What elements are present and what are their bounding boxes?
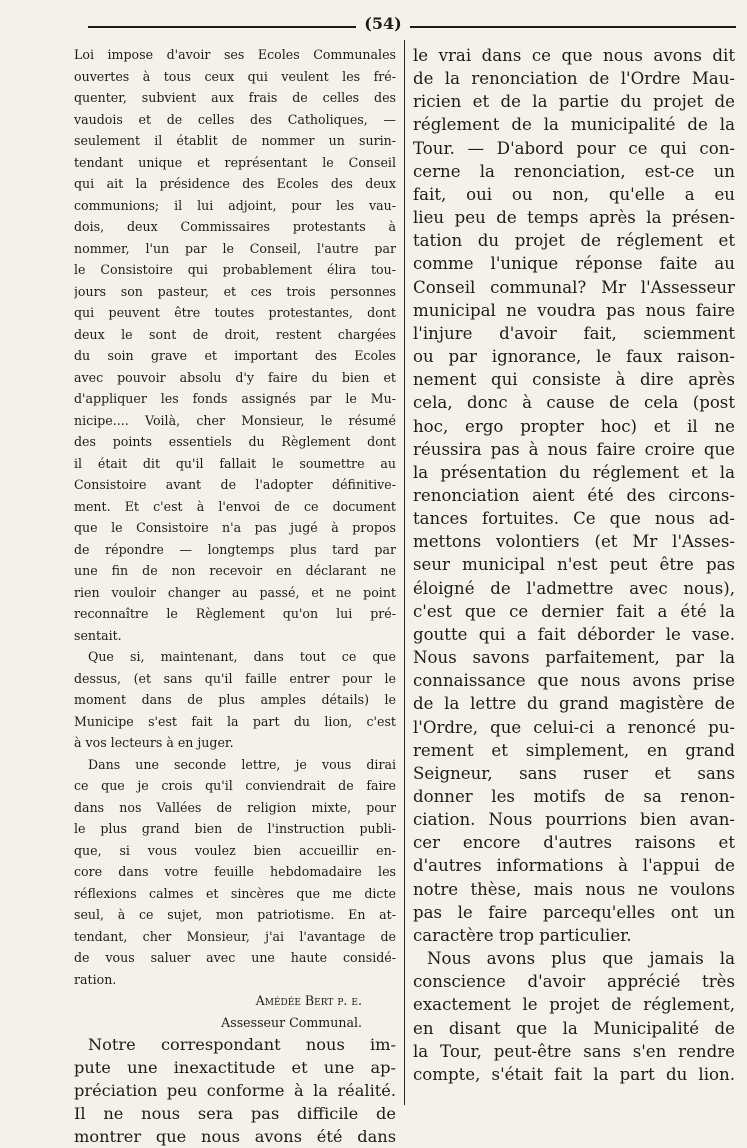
text-line: ou par ignorance, le faux raison- [413, 347, 735, 367]
text-line: notre thèse, mais nous ne voulons [413, 879, 735, 899]
text-line: des points essentiels du Règlement dont [74, 434, 396, 449]
text-line: jours son pasteur, et ces trois personnes [74, 283, 396, 299]
text-line: ciation. Nous pourrions bien avan- [413, 810, 735, 830]
text-line: de répondre — longtemps plus tard par [74, 541, 396, 557]
text-line: fait, oui ou non, qu'elle a eu [413, 184, 735, 204]
text-line: mettons volontiers (et Mr l'Asses- [413, 532, 735, 552]
text-line: de la renonciation de l'Ordre Mau- [413, 69, 735, 89]
header-rule-right [410, 26, 736, 28]
text-line: nommer, l'un par le Conseil, l'autre par [74, 240, 396, 256]
text-line: moment dans de plus amples détails) le [74, 692, 396, 707]
editor-note-line: Il ne nous sera pas difficile de [74, 1104, 396, 1123]
text-line: ration. [74, 971, 117, 987]
text-line: pas le faire parcequ'elles ont un [413, 902, 735, 922]
text-line: sentait. [74, 627, 122, 643]
text-line: Nous avons plus que jamais la [427, 949, 735, 969]
text-line: vaudois et de celles des Catholiques, — [74, 111, 396, 127]
editor-note-line: préciation peu conforme à la réalité. [74, 1081, 396, 1100]
text-line: ouvertes à tous ceux qui veulent les fré- [74, 68, 396, 84]
text-line: cerne la renonciation, est-ce un [413, 161, 735, 181]
text-line: d'appliquer les fonds assignés par le Mu- [74, 391, 396, 406]
header-rule-left [88, 26, 356, 28]
text-line: seur municipal n'est peut être pas [413, 555, 735, 575]
text-line: d'autres informations à l'appui de [413, 856, 735, 876]
text-line: l'injure d'avoir fait, sciemment [413, 323, 735, 343]
text-line: seul, à ce sujet, mon patriotisme. En at- [74, 907, 396, 922]
text-line: caractère trop particulier. [413, 925, 632, 945]
column-divider [404, 40, 405, 1105]
text-line: du soin grave et important des Ecoles [74, 348, 396, 363]
text-line: donner les motifs de sa renon- [413, 787, 735, 806]
text-line: réflexions calmes et sincères que me dicte [74, 885, 396, 901]
text-line: réussira pas à nous faire croire que [413, 439, 735, 459]
text-line: quenter, subvient aux frais de celles des [74, 90, 396, 105]
signature-title: Assesseur Communal. [221, 1014, 362, 1030]
text-line: ricien et de la partie du projet de [413, 92, 735, 112]
editor-note-line: montrer que nous avons été dans [74, 1127, 396, 1146]
text-line: l'Ordre, que celui-ci a renoncé pu- [413, 717, 735, 737]
text-line: c'est que ce dernier fait a été la [413, 601, 735, 621]
text-line: de vous saluer avec une haute considé- [74, 950, 396, 965]
text-line: Seigneur, sans ruser et sans [413, 763, 735, 783]
text-line: la Tour, peut-être sans s'en rendre [413, 1041, 735, 1061]
text-line: nement qui consiste à dire après [413, 370, 735, 390]
text-line: Nous savons parfaitement, par la [413, 648, 735, 668]
text-line: deux le sont de droit, restent chargées [74, 326, 396, 342]
text-line: à vos lecteurs à en juger. [74, 735, 234, 750]
text-line: lieu peu de temps après la présen- [413, 208, 735, 228]
text-line: tances fortuites. Ce que nous ad- [413, 509, 735, 529]
text-line: éloigné de l'admettre avec nous), [413, 578, 735, 598]
text-line: dessus, (et sans qu'il faille entrer pour le [74, 670, 396, 686]
text-line: seulement il établit de nommer un surin- [74, 133, 396, 148]
text-line: exactement le projet de réglement, [413, 995, 735, 1015]
text-line: la présentation du réglement et la [413, 462, 735, 482]
text-line: tendant unique et représentant le Conseil [74, 154, 396, 170]
text-line: cer encore d'autres raisons et [413, 833, 735, 853]
page-number: (54) [364, 14, 402, 33]
text-line: que le Consistoire n'a pas jugé à propos [74, 520, 396, 535]
text-line: il était dit qu'il fallait le soumettre au [74, 455, 396, 471]
text-line: renonciation aient été des circons- [413, 485, 735, 505]
text-line: tendant, cher Monsieur, j'ai l'avantage de [74, 928, 396, 944]
text-line: avec pouvoir absolu d'y faire du bien et [74, 369, 396, 385]
page-header [0, 8, 747, 38]
text-line: dois, deux Commissaires protestants à [74, 219, 396, 234]
signature-name: Amédée Bert p. e. [255, 993, 362, 1008]
text-line: comme l'unique réponse faite au [413, 254, 735, 274]
text-line: qui ait la présidence des Ecoles des deux [74, 176, 396, 191]
text-line: une fin de non recevoir en déclarant ne [74, 563, 396, 578]
text-line: qui peuvent être toutes protestantes, dont [74, 305, 396, 320]
text-line: conscience d'avoir apprécié très [413, 972, 735, 992]
text-line: Municipe s'est fait la part du lion, c'est [74, 713, 396, 729]
text-line: le plus grand bien de l'instruction publi- [74, 821, 396, 836]
text-line: le vrai dans ce que nous avons dit [413, 46, 735, 65]
text-line: rien vouloir changer au passé, et ne point [74, 584, 396, 600]
text-line: Loi impose d'avoir ses Ecoles Communales [74, 47, 396, 62]
text-line: nicipe.... Voilà, cher Monsieur, le résumé [74, 412, 396, 428]
text-line: goutte qui a fait déborder le vase. [413, 624, 735, 644]
text-line: cela, donc à cause de cela (post [413, 393, 735, 413]
text-line: municipal ne voudra pas nous faire [413, 300, 735, 320]
text-line: core dans votre feuille hebdomadaire les [74, 864, 396, 879]
text-line: rement et simplement, en grand [413, 740, 735, 760]
editor-note-line: Notre correspondant nous im- [88, 1035, 396, 1054]
text-line: reconnaître le Règlement qu'on lui pré- [74, 606, 396, 621]
text-line: Conseil communal? Mr l'Assesseur [413, 277, 735, 297]
text-line: le Consistoire qui probablement élira tou- [74, 262, 396, 277]
text-line: que, si vous voulez bien accueillir en- [74, 842, 396, 858]
text-line: Consistoire avant de l'adopter définitive- [74, 477, 396, 492]
editor-note-line: pute une inexactitude et une ap- [74, 1058, 396, 1077]
text-line: Que si, maintenant, dans tout ce que [88, 649, 396, 664]
text-line: Dans une seconde lettre, je vous dirai [88, 756, 396, 772]
text-line: dans nos Vallées de religion mixte, pour [74, 799, 396, 815]
text-line: compte, s'était fait la part du lion. [413, 1064, 735, 1084]
text-line: connaissance que nous avons prise [413, 671, 735, 691]
text-line: Tour. — D'abord pour ce qui con- [413, 138, 735, 158]
text-line: tation du projet de réglement et [413, 231, 735, 251]
right-column [413, 44, 735, 1103]
text-line: en disant que la Municipalité de [413, 1018, 735, 1038]
text-line: ment. Et c'est à l'envoi de ce document [74, 498, 396, 514]
left-column [74, 44, 396, 1146]
text-line: hoc, ergo propter hoc) et il ne [413, 416, 735, 436]
text-line: communions; il lui adjoint, pour les vau- [74, 197, 396, 213]
text-line: ce que je crois qu'il conviendrait de faire [74, 778, 396, 793]
text-line: réglement de la municipalité de la [413, 115, 735, 135]
text-line: de la lettre du grand magistère de [413, 694, 735, 714]
